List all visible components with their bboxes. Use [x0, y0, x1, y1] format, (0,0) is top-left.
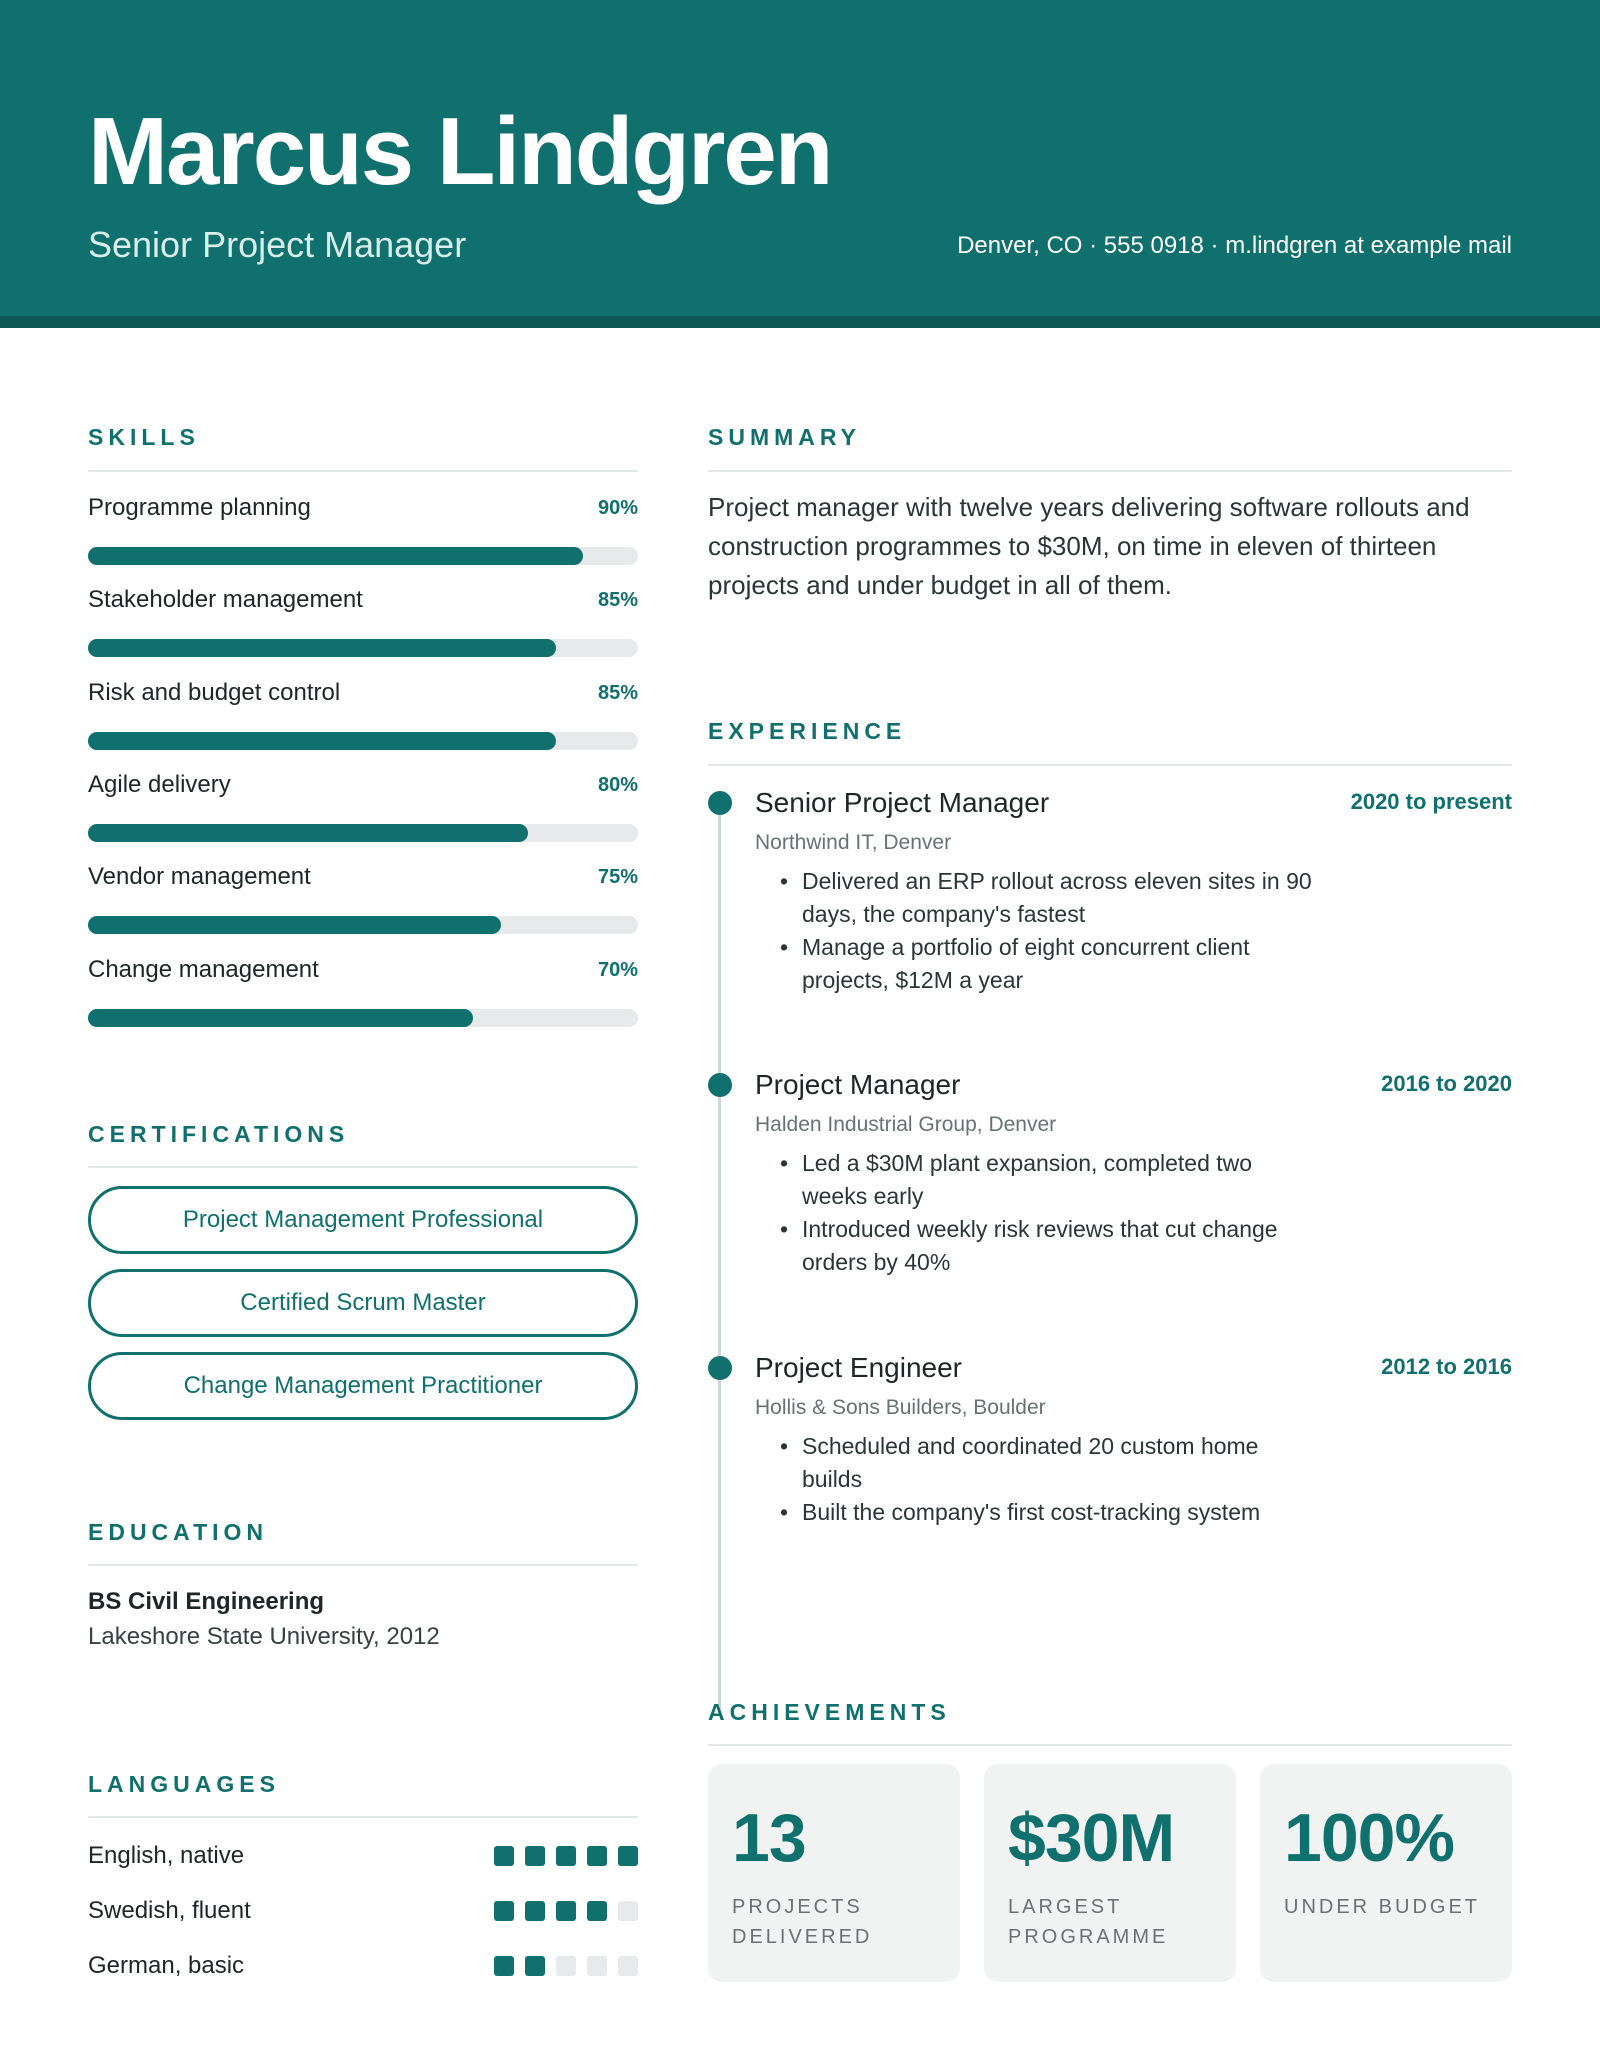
achievement-value: 13 [732, 1800, 806, 1876]
skill-item [88, 491, 638, 563]
education-school: Lakeshore State University, 2012 [88, 1623, 440, 1650]
job-bullet: • Scheduled and coordinated 20 custom home builds [802, 1430, 1322, 1496]
job-bullet: • Introduced weekly risk reviews that cut change orders by 40% [802, 1213, 1322, 1279]
job-dates: 2012 to 2016 [1381, 1354, 1512, 1379]
job-title: Project Engineer [755, 1352, 963, 1383]
achievements-divider [708, 1744, 1512, 1746]
skill-name: Risk and budget control [88, 679, 341, 706]
summary-text: Project manager with twelve years delivering software rollouts and construction programmes to $30M, on time in eleven of thirteen projects and under budget in all of them. [708, 492, 1470, 600]
job-company: Halden Industrial Group, Denver [755, 1113, 1057, 1136]
skill-item [88, 860, 638, 932]
skills-heading: SKILLS [88, 424, 200, 450]
candidate-role: Senior Project Manager [88, 224, 467, 265]
achievement-label: PROJECTS DELIVERED [732, 1896, 873, 1948]
skill-percent: 80% [597, 774, 638, 796]
level-dot-filled [556, 1846, 576, 1866]
level-dot-empty [587, 1956, 607, 1976]
education-degree: BS Civil Engineering [88, 1588, 325, 1615]
skill-bar-track [88, 547, 638, 565]
skill-item [88, 676, 638, 748]
skill-item [88, 583, 638, 655]
language-item [88, 1894, 638, 1928]
job-dates: 2016 to 2020 [1381, 1071, 1512, 1096]
job-bullets [802, 1430, 1322, 1529]
achievement-card [984, 1764, 1236, 1982]
skills-divider [88, 470, 638, 472]
level-dot-filled [494, 1846, 514, 1866]
certifications-divider [88, 1166, 638, 1168]
achievement-label: LARGEST PROGRAMME [1008, 1896, 1169, 1948]
job-company: Hollis & Sons Builders, Boulder [755, 1396, 1046, 1419]
skill-name: Stakeholder management [88, 586, 363, 613]
skill-bar-track [88, 639, 638, 657]
job-bullet: • Built the company's first cost-tracking system [802, 1496, 1322, 1529]
skill-bar-fill [88, 639, 556, 657]
level-dot-filled [494, 1901, 514, 1921]
level-dot-filled [525, 1901, 545, 1921]
skill-percent: 85% [597, 682, 638, 704]
skill-name: Programme planning [88, 494, 311, 521]
job-bullets [802, 865, 1322, 997]
job-entry [708, 1348, 1512, 1608]
achievement-card [1260, 1764, 1512, 1982]
job-company: Northwind IT, Denver [755, 831, 952, 854]
level-dot-filled [618, 1846, 638, 1866]
achievement-value: 100% [1284, 1800, 1454, 1876]
skill-bar-track [88, 916, 638, 934]
timeline-dot [708, 1356, 732, 1380]
level-dot-filled [587, 1901, 607, 1921]
languages-divider [88, 1816, 638, 1818]
skill-item [88, 953, 638, 1025]
language-level [494, 1956, 638, 1976]
level-dot-filled [587, 1846, 607, 1866]
job-bullet: • Led a $30M plant expansion, completed two weeks early [802, 1147, 1322, 1213]
language-name: German, basic [88, 1952, 245, 1979]
achievement-value: $30M [1008, 1800, 1175, 1876]
level-dot-filled [525, 1846, 545, 1866]
education-divider [88, 1564, 638, 1566]
level-dot-filled [556, 1901, 576, 1921]
job-entry [708, 783, 1512, 1043]
level-dot-filled [525, 1956, 545, 1976]
skill-bar-fill [88, 547, 583, 565]
certification-badge: Certified Scrum Master [88, 1269, 638, 1337]
language-item [88, 1949, 638, 1983]
skill-percent: 85% [597, 589, 638, 611]
level-dot-empty [618, 1901, 638, 1921]
candidate-name: Marcus Lindgren [88, 98, 832, 205]
job-bullet: • Delivered an ERP rollout across eleven sites in 90 days, the company's fastest [802, 865, 1322, 931]
level-dot-empty [618, 1956, 638, 1976]
skill-percent: 75% [597, 866, 638, 888]
skill-bar-fill [88, 824, 528, 842]
language-name: Swedish, fluent [88, 1897, 251, 1924]
experience-heading: EXPERIENCE [708, 718, 907, 744]
achievement-card [708, 1764, 960, 1982]
language-level [494, 1846, 638, 1866]
skill-bar-fill [88, 732, 556, 750]
experience-divider [708, 764, 1512, 766]
languages-heading: LANGUAGES [88, 1771, 280, 1797]
skill-bar-fill [88, 916, 501, 934]
header-banner [0, 0, 1600, 328]
job-title: Senior Project Manager [755, 787, 1050, 818]
certification-badge: Project Management Professional [88, 1186, 638, 1254]
education-heading: EDUCATION [88, 1519, 269, 1545]
timeline-dot [708, 791, 732, 815]
summary-heading: SUMMARY [708, 424, 861, 450]
language-item [88, 1839, 638, 1873]
job-entry [708, 1065, 1512, 1325]
contact-info: Denver, CO · 555 0918 · m.lindgren at example mail [957, 232, 1512, 259]
skill-name: Change management [88, 956, 319, 983]
achievements-heading: ACHIEVEMENTS [708, 1699, 951, 1725]
timeline-dot [708, 1073, 732, 1097]
skill-bar-track [88, 824, 638, 842]
skill-name: Agile delivery [88, 771, 231, 798]
job-bullets [802, 1147, 1322, 1279]
skill-percent: 70% [597, 959, 638, 981]
summary-divider [708, 470, 1512, 472]
job-title: Project Manager [755, 1069, 961, 1100]
achievement-label: UNDER BUDGET [1284, 1896, 1481, 1918]
skill-percent: 90% [597, 497, 638, 519]
skill-item [88, 768, 638, 840]
skill-bar-track [88, 1009, 638, 1027]
language-level [494, 1901, 638, 1921]
skill-name: Vendor management [88, 863, 311, 890]
skill-bar-track [88, 732, 638, 750]
level-dot-empty [556, 1956, 576, 1976]
job-dates: 2020 to present [1350, 789, 1512, 814]
job-bullet: • Manage a portfolio of eight concurrent client projects, $12M a year [802, 931, 1322, 997]
language-name: English, native [88, 1842, 245, 1869]
level-dot-filled [494, 1956, 514, 1976]
certifications-heading: CERTIFICATIONS [88, 1121, 350, 1147]
certification-badge: Change Management Practitioner [88, 1352, 638, 1420]
skill-bar-fill [88, 1009, 473, 1027]
